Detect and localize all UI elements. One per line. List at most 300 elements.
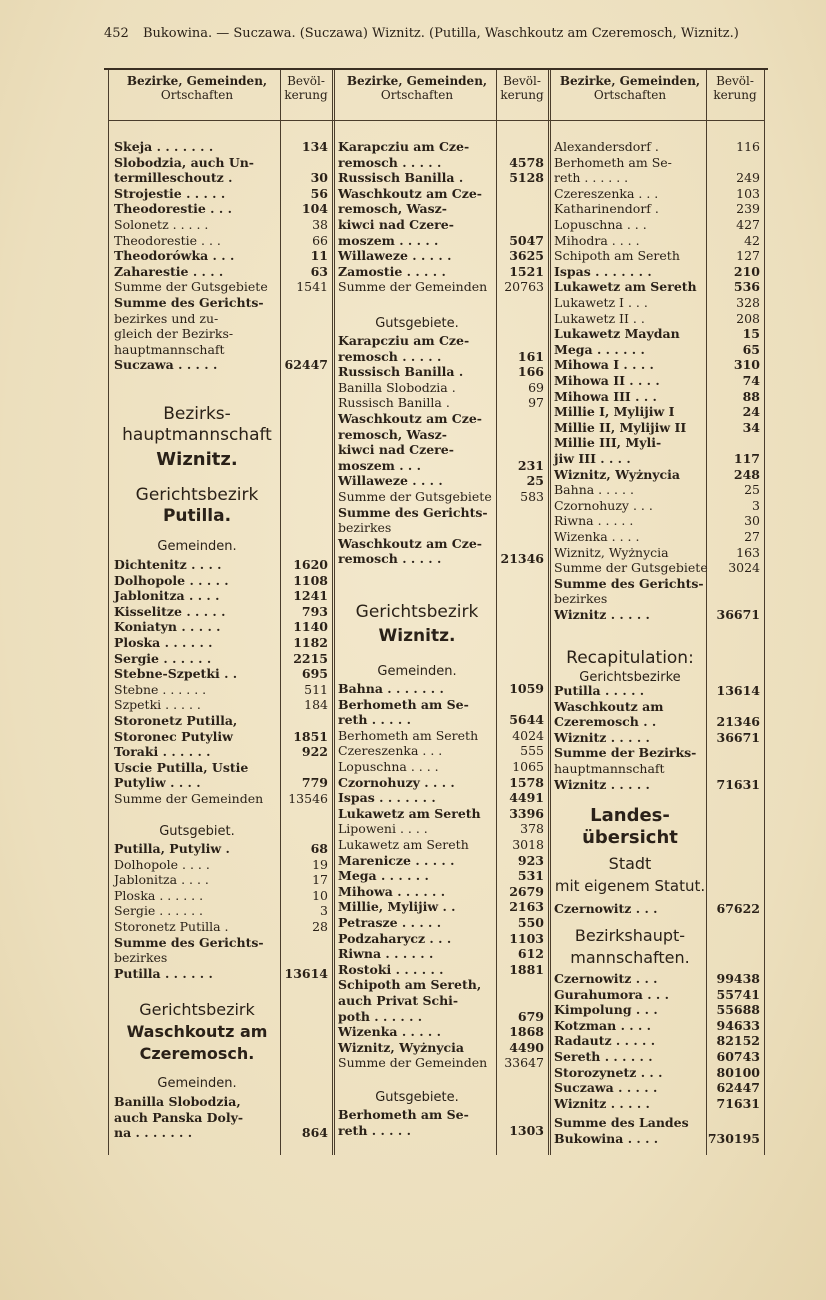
row-value: 511 — [304, 681, 328, 697]
table-row — [338, 885, 548, 899]
row-value: 248 — [733, 466, 760, 482]
row-value: 19 — [312, 856, 328, 872]
table-row — [338, 218, 548, 232]
row-label: Mihowa I . . . . — [554, 357, 654, 373]
table-row — [338, 474, 548, 488]
row-value: 74 — [742, 373, 760, 388]
row-label: Summe des Gerichts- — [554, 575, 704, 591]
heading-sub: Ortschaften — [160, 88, 234, 102]
row-label: Radautz . . . . . — [554, 1033, 656, 1049]
row-label: Wiznitz, Wyżnycia — [554, 544, 669, 560]
section-heading: Gerichtsbezirk — [135, 485, 259, 505]
row-value: 427 — [736, 217, 760, 232]
table-row — [554, 1050, 764, 1064]
row-label: Millie III, Myli- — [554, 435, 662, 451]
row-value: 134 — [301, 139, 328, 154]
row-value: 94633 — [716, 1017, 760, 1033]
row-value: 208 — [736, 310, 760, 326]
table-row — [114, 920, 332, 934]
table-row — [114, 249, 332, 263]
row-value: 66 — [312, 232, 328, 248]
table-row — [338, 1108, 548, 1122]
row-value: 249 — [736, 170, 760, 186]
column-divider — [548, 70, 549, 1155]
row-label: Szpetki . . . . . — [114, 697, 201, 713]
table-row — [554, 171, 764, 185]
column-divider — [108, 70, 109, 1155]
row-value: 88 — [742, 388, 760, 404]
table-row — [114, 873, 332, 887]
row-label: Rostoki . . . . . . — [338, 961, 444, 977]
row-label: Lukawetz Maydan — [554, 326, 680, 342]
row-value: 71631 — [716, 1095, 760, 1111]
row-label: Putyliw . . . . — [114, 775, 201, 791]
pop-line-1: Bevöl- — [716, 74, 754, 88]
table-row — [554, 265, 764, 279]
row-label: na . . . . . . . — [114, 1125, 193, 1141]
row-label: Banilla Slobodzia, — [114, 1094, 241, 1109]
row-value: 923 — [517, 852, 544, 868]
row-value: 97 — [528, 395, 544, 411]
row-value: 210 — [733, 263, 760, 279]
table-row — [554, 530, 764, 544]
row-label: Toraki . . . . . . — [114, 744, 211, 760]
row-label: Berhometh am Se- — [554, 154, 672, 170]
row-label: Russisch Banilla . — [338, 364, 464, 380]
row-label: Ploska . . . . . . — [114, 887, 204, 903]
row-value: 20763 — [504, 279, 544, 295]
row-value: 68 — [310, 841, 328, 856]
row-label: Czeremosch . . — [554, 714, 657, 730]
row-label: Suczawa . . . . . — [114, 357, 218, 373]
table-row — [554, 608, 764, 622]
row-value: 69 — [528, 379, 544, 395]
row-label: Summe des Gerichts- — [338, 504, 488, 520]
table-row — [338, 869, 548, 883]
row-label: Stebne . . . . . . — [114, 681, 207, 697]
table-row — [554, 249, 764, 263]
section-heading: hauptmannschaft — [122, 425, 272, 445]
table-row — [338, 171, 548, 185]
section-heading: Wiznitz. — [156, 449, 238, 470]
table-row — [114, 1095, 332, 1109]
row-value: 13614 — [716, 683, 760, 698]
table-row — [338, 947, 548, 961]
row-label: Storozynetz . . . — [554, 1064, 663, 1080]
table-row — [114, 234, 332, 248]
row-label: Wiznitz . . . . . — [554, 1095, 650, 1111]
row-label: Waschkoutz am Cze- — [338, 185, 482, 201]
table-row — [114, 858, 332, 872]
table-row — [554, 715, 764, 729]
row-label: Zamostie . . . . . — [338, 263, 446, 279]
row-label: Podzaharycz . . . — [338, 930, 452, 946]
table-row — [554, 468, 764, 482]
row-value: 3625 — [509, 248, 544, 264]
table-row — [554, 140, 764, 154]
row-value: 1541 — [296, 279, 328, 295]
column-divider — [764, 70, 765, 1155]
row-label: moszem . . . — [338, 457, 421, 473]
section-heading: Waschkoutz am — [126, 1022, 268, 1041]
column-heading — [338, 74, 496, 102]
table-row — [554, 1081, 764, 1095]
row-label: Banilla Slobodzia . — [338, 379, 456, 395]
subsection-heading: Gemeinden. — [157, 1076, 237, 1091]
table-row — [114, 620, 332, 634]
row-label: Dolhopole . . . . — [114, 856, 210, 872]
row-label: Jablonitza . . . . — [114, 872, 209, 888]
row-value: 38 — [312, 217, 328, 232]
row-label: Riwna . . . . . . — [338, 946, 434, 962]
subsection-heading: Gemeinden. — [377, 664, 457, 679]
row-label: termilleschoutz . — [114, 170, 233, 186]
row-label: Storonetz Putilla, — [114, 713, 238, 728]
table-row — [338, 381, 548, 395]
table-row — [554, 358, 764, 372]
row-value: 82152 — [716, 1033, 760, 1049]
row-value: 239 — [736, 201, 760, 217]
row-label: Summe der Bezirks- — [554, 745, 697, 761]
row-label: Storonec Putyliw — [114, 728, 233, 744]
row-label: Millie I, Mylijiw I — [554, 404, 675, 420]
table-row — [554, 1097, 764, 1111]
row-value: 378 — [520, 821, 544, 837]
row-label: Kimpolung . . . — [554, 1002, 658, 1018]
table-row — [554, 1034, 764, 1048]
pop-line-2: kerung — [284, 88, 328, 102]
row-value: 536 — [733, 279, 760, 295]
subsection-heading: Gutsgebiete. — [375, 316, 459, 331]
row-value: 5128 — [509, 170, 544, 186]
table-row — [338, 443, 548, 457]
table-row — [114, 667, 332, 681]
row-label: reth . . . . . . — [554, 170, 629, 186]
pop-line-2: kerung — [713, 88, 757, 102]
table-row — [114, 761, 332, 775]
column-divider — [332, 70, 333, 1155]
row-value: 4491 — [509, 790, 544, 806]
row-label: Skeja . . . . . . . — [114, 139, 214, 154]
table-row — [554, 684, 764, 698]
row-value: 4578 — [509, 154, 544, 170]
table-row — [114, 140, 332, 154]
row-value: 531 — [517, 868, 544, 884]
row-value: 583 — [520, 489, 544, 504]
table-row — [114, 1111, 332, 1125]
row-value: 1303 — [509, 1122, 544, 1138]
table-row — [338, 1056, 548, 1070]
row-value: 2163 — [509, 899, 544, 915]
table-row — [114, 265, 332, 279]
table-row — [114, 358, 332, 372]
heading-sub: Ortschaften — [593, 88, 667, 102]
table-row — [338, 552, 548, 566]
table-row — [554, 202, 764, 216]
column-divider — [334, 70, 335, 1155]
row-value: 13614 — [284, 965, 328, 981]
row-label: Czornohuzy . . . — [554, 497, 653, 513]
row-label: Gurahumora . . . — [554, 986, 669, 1002]
table-row — [114, 280, 332, 294]
row-label: Slobodzia, auch Un- — [114, 154, 254, 170]
row-label: Dichtenitz . . . . — [114, 557, 222, 572]
row-value: 63 — [310, 263, 328, 279]
row-value: 25 — [744, 482, 760, 498]
table-row — [338, 838, 548, 852]
table-row — [338, 1025, 548, 1039]
row-value: 36671 — [716, 729, 760, 745]
section-heading: Gerichtsbezirk — [139, 1000, 255, 1019]
row-label: Marenicze . . . . . — [338, 852, 455, 868]
row-value: 65 — [742, 341, 760, 357]
section-heading: Bezirkshaupt- — [574, 926, 686, 945]
table-row — [554, 312, 764, 326]
row-value: 1521 — [509, 263, 544, 279]
population-heading — [706, 74, 764, 102]
table-row — [338, 265, 548, 279]
row-value: 1851 — [293, 728, 328, 744]
row-label: bezirkes — [554, 591, 608, 607]
table-row — [554, 592, 764, 606]
table-row — [114, 589, 332, 603]
row-value: 3024 — [728, 560, 760, 576]
row-value: 103 — [736, 185, 760, 201]
row-label: kiwci nad Czere- — [338, 442, 454, 458]
table-row — [338, 744, 548, 758]
row-value: 679 — [517, 1008, 544, 1024]
row-value: 864 — [301, 1125, 328, 1141]
table-row — [338, 187, 548, 201]
population-heading — [496, 74, 548, 102]
row-label: Strojestie . . . . . — [114, 185, 226, 201]
table-row — [338, 350, 548, 364]
row-label: reth . . . . . — [338, 1122, 411, 1138]
section-heading: Wiznitz. — [378, 626, 456, 646]
row-value: 17 — [312, 872, 328, 888]
row-value: 730195 — [707, 1130, 760, 1146]
table-row — [554, 296, 764, 310]
row-label: Ploska . . . . . . — [114, 635, 213, 650]
page-number: 452 — [104, 26, 129, 41]
table-row — [554, 1132, 764, 1146]
row-label: Summe der Gemeinden — [338, 1055, 488, 1071]
table-row — [338, 916, 548, 930]
row-label: Dolhopole . . . . . — [114, 572, 229, 588]
table-row — [338, 822, 548, 836]
row-value: 1578 — [509, 774, 544, 790]
table-row — [554, 499, 764, 513]
row-label: Lukawetz am Sereth — [338, 805, 481, 821]
row-label: Wiznitz, Wyżnycia — [338, 1039, 465, 1055]
table-row — [114, 1126, 332, 1140]
table-row — [554, 988, 764, 1002]
table-row — [554, 762, 764, 776]
row-value: 4024 — [512, 727, 544, 743]
row-label: Katharinendorf . — [554, 201, 659, 217]
row-label: Summe der Gutsgebiete — [554, 560, 708, 576]
row-label: remosch . . . . . — [338, 551, 442, 567]
section-heading: mit eigenem Statut. — [554, 877, 706, 895]
table-row — [338, 537, 548, 551]
row-label: Czereszenka . . . — [338, 743, 443, 759]
table-row — [338, 1041, 548, 1055]
table-row — [554, 483, 764, 497]
row-label: Sergie . . . . . . — [114, 650, 212, 666]
table-row — [554, 327, 764, 341]
row-label: gleich der Bezirks- — [114, 326, 234, 342]
row-label: Wiznitz, Wyżnycia — [554, 466, 681, 482]
table-row — [554, 746, 764, 760]
row-value: 3018 — [512, 837, 544, 852]
table-row — [554, 436, 764, 450]
row-value: 1182 — [293, 635, 328, 650]
row-value: 28 — [312, 919, 328, 934]
row-value: 5644 — [509, 712, 544, 728]
table-row — [338, 682, 548, 696]
row-label: Petrasze . . . . . — [338, 915, 442, 930]
table-row — [114, 745, 332, 759]
population-table — [108, 70, 768, 1155]
table-row — [554, 731, 764, 745]
row-label: Lopuschna . . . . — [338, 759, 439, 774]
table-row — [338, 140, 548, 154]
table-row — [554, 1003, 764, 1017]
table-row — [338, 854, 548, 868]
table-row — [114, 296, 332, 310]
column-heading — [554, 74, 706, 102]
table-row — [114, 636, 332, 650]
row-value: 36671 — [716, 607, 760, 622]
row-value: 161 — [517, 348, 544, 364]
row-value: 25 — [526, 473, 544, 489]
table-row — [338, 506, 548, 520]
row-value: 4490 — [509, 1039, 544, 1055]
row-label: Stebne-Szpetki . . — [114, 666, 238, 682]
row-label: Waschkoutz am Cze- — [338, 411, 482, 426]
table-row — [114, 776, 332, 790]
row-value: 1103 — [509, 930, 544, 946]
row-value: 2215 — [293, 650, 328, 666]
table-row — [338, 994, 548, 1008]
row-label: Berhometh am Se- — [338, 1107, 469, 1122]
row-label: Theodorestie . . . — [114, 232, 221, 248]
table-row — [338, 776, 548, 790]
table-row — [554, 405, 764, 419]
row-value: 184 — [304, 697, 328, 713]
table-row — [338, 807, 548, 821]
table-row — [338, 1010, 548, 1024]
row-label: remosch, Wasz- — [338, 426, 447, 442]
row-label: reth . . . . . — [338, 712, 411, 728]
row-value: 1868 — [509, 1024, 544, 1040]
table-row — [338, 490, 548, 504]
page-title: Bukowina. — Suczawa. (Suczawa) Wiznitz. (Putilla, Waschkoutz am Czeremosch, Wiznitz.) — [142, 26, 739, 41]
heading-main: Bezirke, Gemeinden, — [346, 74, 488, 88]
row-label: Ispas . . . . . . . — [338, 790, 436, 806]
row-label: Sergie . . . . . . — [114, 903, 204, 919]
row-value: 612 — [517, 946, 544, 962]
row-label: Wizenka . . . . — [554, 529, 640, 544]
row-label: Wiznitz . . . . . — [554, 776, 650, 792]
table-row — [338, 729, 548, 743]
subsection-heading: Gemeinden. — [157, 539, 237, 554]
row-label: Millie II, Mylijiw II — [554, 419, 687, 435]
section-heading: Gerichtsbezirk — [355, 602, 479, 622]
row-value: 30 — [744, 513, 760, 529]
row-label: Lipoweni . . . . — [338, 821, 428, 837]
row-label: Alexandersdorf . — [554, 139, 659, 154]
row-label: auch Privat Schi- — [338, 993, 459, 1008]
table-row — [554, 514, 764, 528]
table-row — [554, 972, 764, 986]
row-label: jiw III . . . . — [554, 451, 631, 466]
row-label: Summe der Gutsgebiete — [338, 489, 492, 504]
row-value: 1140 — [293, 619, 328, 635]
table-row — [554, 390, 764, 404]
row-label: Waschkoutz am Cze- — [338, 535, 482, 551]
row-label: hauptmannschaft — [114, 341, 225, 357]
row-label: Kotzman . . . . — [554, 1017, 652, 1033]
row-label: Jablonitza . . . . — [114, 588, 220, 604]
table-row — [114, 967, 332, 981]
section-heading: Putilla. — [162, 506, 232, 526]
heading-main: Bezirke, Gemeinden, — [559, 74, 701, 88]
row-value: 163 — [736, 544, 760, 560]
heading-main: Bezirke, Gemeinden, — [126, 74, 268, 88]
row-label: Waschkoutz am — [554, 698, 664, 714]
row-value: 15 — [742, 326, 760, 342]
table-row — [338, 202, 548, 216]
row-value: 127 — [736, 248, 760, 264]
table-row — [338, 932, 548, 946]
row-value: 5047 — [509, 232, 544, 248]
heading-sub: Ortschaften — [380, 88, 454, 102]
row-value: 27 — [744, 529, 760, 544]
row-label: bezirkes — [114, 950, 168, 966]
row-label: Mega . . . . . . — [554, 341, 645, 357]
row-value: 21346 — [716, 714, 760, 730]
section-heading: Landes- — [590, 805, 670, 826]
table-row — [554, 546, 764, 560]
table-row — [114, 202, 332, 216]
section-heading: mannschaften. — [570, 948, 690, 967]
row-label: Putilla . . . . . — [554, 683, 645, 698]
table-row — [114, 327, 332, 341]
table-row — [114, 187, 332, 201]
table-row — [114, 156, 332, 170]
row-label: Karapcziu am Cze- — [338, 333, 470, 348]
row-value: 30 — [310, 170, 328, 186]
table-row — [554, 374, 764, 388]
table-row — [338, 365, 548, 379]
row-label: Wiznitz . . . . . — [554, 729, 650, 745]
table-row — [114, 683, 332, 697]
table-row — [338, 760, 548, 774]
table-row — [114, 218, 332, 232]
row-value: 21346 — [500, 551, 544, 567]
row-label: Putilla, Putyliw . — [114, 841, 230, 856]
table-row — [338, 1124, 548, 1138]
table-row — [338, 900, 548, 914]
table-row — [114, 714, 332, 728]
row-value: 13546 — [288, 791, 328, 806]
table-row — [338, 396, 548, 410]
row-label: Czernowitz . . . — [554, 901, 658, 916]
row-label: Mega . . . . . . — [338, 868, 429, 884]
section-heading: Recapitulation: — [566, 648, 694, 668]
row-label: Berhometh am Se- — [338, 696, 469, 712]
